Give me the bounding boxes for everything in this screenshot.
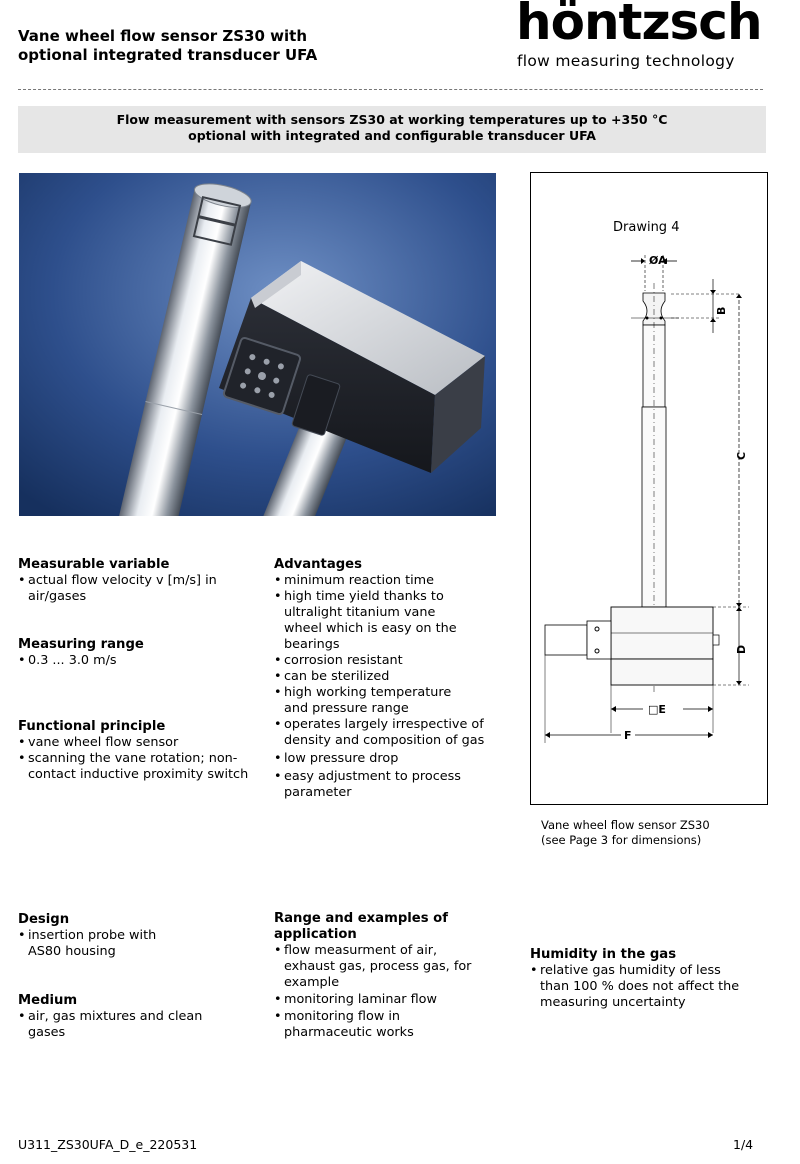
list-item: • vane wheel flow sensor bbox=[18, 735, 253, 751]
page-number: 1/4 bbox=[733, 1137, 754, 1152]
section-heading: Measuring range bbox=[18, 637, 144, 652]
drawing-caption bbox=[541, 818, 710, 848]
section-heading: Measurable variable bbox=[18, 557, 170, 572]
dim-label-a: ØA bbox=[649, 254, 667, 267]
list-item: • flow measurment of air, exhaust gas, process gas, for example bbox=[274, 943, 474, 991]
banner-line-1: Flow measurement with sensors ZS30 at working temperatures up to +350 °C bbox=[116, 112, 668, 127]
list-item: • easy adjustment to process parameter bbox=[274, 769, 492, 801]
title-line-2: optional integrated transducer UFA bbox=[18, 46, 318, 64]
list-item: • corrosion resistant bbox=[274, 653, 492, 669]
list-item: • insertion probe with AS80 housing bbox=[18, 928, 188, 960]
list-item: • relative gas humidity of less than 100 % does not affect the measuring uncertainty bbox=[530, 963, 745, 1011]
section-heading: Functional principle bbox=[18, 719, 166, 734]
dim-label-b: B bbox=[715, 306, 728, 315]
company-logo bbox=[516, 0, 766, 74]
document-title bbox=[18, 27, 398, 65]
dimension-drawing bbox=[530, 172, 768, 805]
list-item: • high time yield thanks to ultralight titanium vane wheel which is easy on the bearings bbox=[274, 589, 474, 653]
list-item: • monitoring laminar flow bbox=[274, 992, 492, 1008]
list-item: • scanning the vane rotation; non-contact inductive proximity switch bbox=[18, 751, 253, 783]
section-measurable-variable bbox=[18, 557, 253, 605]
section-medium bbox=[18, 993, 253, 1041]
section-design bbox=[18, 912, 253, 960]
list-item: • minimum reaction time bbox=[274, 573, 492, 589]
section-humidity bbox=[530, 947, 755, 1011]
section-range-examples bbox=[274, 911, 492, 1041]
section-heading: Design bbox=[18, 912, 70, 927]
document-id: U311_ZS30UFA_D_e_220531 bbox=[18, 1137, 198, 1152]
header-divider bbox=[18, 89, 763, 90]
section-advantages bbox=[274, 557, 492, 801]
drawing-caption-line-2: (see Page 3 for dimensions) bbox=[541, 833, 702, 847]
section-functional-principle bbox=[18, 719, 253, 783]
intro-banner bbox=[18, 106, 766, 153]
drawing-caption-line-1: Vane wheel flow sensor ZS30 bbox=[541, 818, 710, 832]
list-item: • can be sterilized bbox=[274, 669, 492, 685]
section-heading-line-1: Range and examples of bbox=[274, 911, 448, 926]
section-heading: Advantages bbox=[274, 557, 362, 572]
list-item: • high working temperature and pressure range bbox=[274, 685, 474, 717]
title-line-1: Vane wheel flow sensor ZS30 with bbox=[18, 27, 307, 45]
section-measuring-range bbox=[18, 637, 253, 669]
product-photo bbox=[19, 173, 496, 516]
logo-tagline: flow measuring technology bbox=[517, 52, 735, 70]
banner-line-2: optional with integrated and configurable transducer UFA bbox=[188, 128, 596, 143]
dim-label-e: □E bbox=[648, 703, 666, 716]
dim-label-d: D bbox=[735, 644, 748, 654]
dim-label-c: C bbox=[735, 451, 748, 460]
logo-wordmark: höntzsch bbox=[516, 0, 762, 51]
list-item: • operates largely irrespective of density and composition of gas bbox=[274, 717, 492, 749]
list-item: • 0.3 ... 3.0 m/s bbox=[18, 653, 253, 669]
list-item: • low pressure drop bbox=[274, 751, 492, 767]
section-heading: Medium bbox=[18, 993, 78, 1008]
drawing-title: Drawing 4 bbox=[613, 220, 680, 235]
list-item: • monitoring flow in pharmaceutic works bbox=[274, 1009, 444, 1041]
list-item: • air, gas mixtures and clean gases bbox=[18, 1009, 233, 1041]
section-heading-line-2: application bbox=[274, 927, 357, 942]
section-heading: Humidity in the gas bbox=[530, 947, 677, 962]
dim-label-f: F bbox=[624, 729, 632, 742]
list-item: • actual flow velocity v [m/s] in air/gases bbox=[18, 573, 253, 605]
